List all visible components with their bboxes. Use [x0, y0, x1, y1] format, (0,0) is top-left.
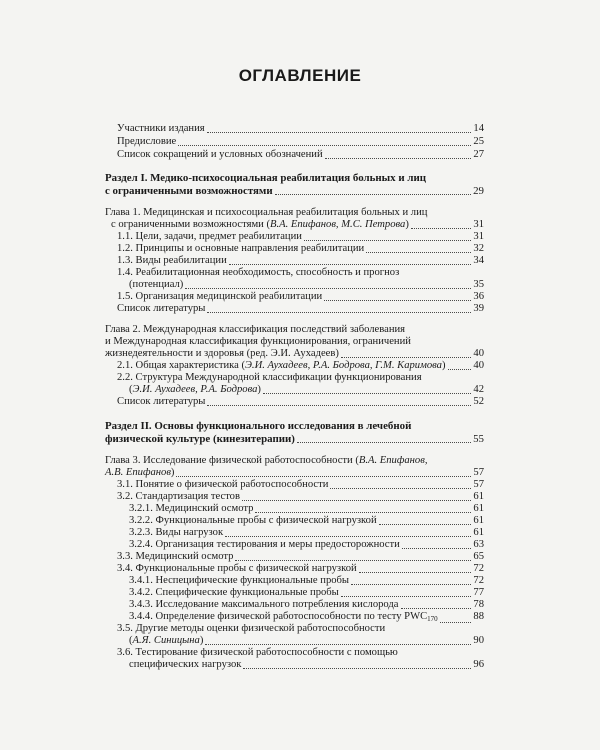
leader-dots	[324, 300, 471, 301]
entry-label: (Э.И. Аухадеев, Р.А. Бодрова)	[129, 384, 261, 395]
section2-heading-line1[interactable]	[105, 420, 484, 432]
toc-entry-1-1[interactable]	[105, 231, 484, 243]
entry-label: (потенциал)	[129, 279, 184, 290]
entry-label: жизнедеятельности и здоровья (ред. Э.И. Аухадеев)	[105, 348, 339, 359]
chapter2-line1[interactable]	[105, 324, 484, 336]
entry-page: 61	[473, 515, 484, 526]
chapter1-line1[interactable]	[105, 207, 484, 219]
entry-label: 2.1. Общая характеристика (Э.И. Аухадеев, Р.А. Бодрова, Г.М. Каримова)	[117, 360, 446, 371]
entry-authors: А.В. Епифанов	[105, 467, 171, 478]
entry-page: 57	[473, 479, 484, 490]
entry-label: Список сокращений и условных обозначений	[117, 149, 323, 160]
leader-dots	[411, 228, 472, 229]
toc-entry-3-1[interactable]	[105, 479, 484, 491]
leader-dots	[297, 442, 471, 443]
chapter1-heading[interactable]	[105, 219, 484, 231]
leader-dots	[207, 405, 471, 406]
entry-page: 72	[473, 563, 484, 574]
entry-label: 2.2. Структура Международной классификации функционирования	[117, 372, 422, 383]
entry-label: Глава 3. Исследование физической работоспособности (В.А. Епифанов,	[105, 455, 428, 466]
toc-entry-3-6-line1[interactable]	[105, 647, 484, 659]
leader-dots	[351, 584, 471, 585]
toc-entry-3-4-3[interactable]	[105, 599, 484, 611]
entry-page: 14	[473, 123, 484, 134]
entry-page: 40	[473, 348, 484, 359]
section1-heading[interactable]	[105, 185, 484, 197]
entry-page: 36	[473, 291, 484, 302]
chapter3-heading[interactable]	[105, 467, 484, 479]
entry-authors: Э.И. Аухадеев, Р.А. Бодрова, Г.М. Каримова	[245, 360, 442, 371]
entry-page: 40	[473, 360, 484, 371]
entry-label: А.В. Епифанов)	[105, 467, 175, 478]
toc-entry-1-3[interactable]	[105, 255, 484, 267]
entry-label: Участники издания	[117, 123, 205, 134]
toc-entry-2-2-line1[interactable]	[105, 372, 484, 384]
entry-label: с ограниченными возможностями	[105, 185, 273, 197]
entry-authors: В.А. Епифанов, М.С. Петрова	[270, 219, 406, 230]
entry-label: 3.2.1. Медицинский осмотр	[129, 503, 254, 514]
entry-authors: А.Я. Синицына	[132, 635, 200, 646]
leader-dots	[255, 512, 471, 513]
entry-page: 61	[473, 491, 484, 502]
entry-label: Предисловие	[117, 136, 177, 147]
entry-label: Глава 1. Медицинская и психосоциальная реабилитация больных и лиц	[105, 207, 428, 218]
toc-entry-2-2[interactable]	[105, 384, 484, 396]
entry-page: 52	[473, 396, 484, 407]
toc-entry-3-4[interactable]	[105, 563, 484, 575]
toc-entry-3-3[interactable]	[105, 551, 484, 563]
toc-entry-participants[interactable]	[105, 123, 484, 135]
leader-dots	[366, 252, 471, 253]
entry-page: 35	[473, 279, 484, 290]
entry-label: 3.4.1. Неспецифические функциональные пробы	[129, 575, 350, 586]
entry-label: 1.4. Реабилитационная необходимость, способность и прогноз	[117, 267, 400, 278]
entry-label: 3.4.4. Определение физической работоспособности по тесту $PWC_{170}$	[129, 611, 438, 623]
entry-page: 61	[473, 503, 484, 514]
entry-label: Список литературы	[117, 396, 206, 407]
entry-label: 3.5. Другие методы оценки физической работоспособности	[117, 623, 386, 634]
leader-dots	[330, 488, 471, 489]
leader-dots	[225, 536, 471, 537]
leader-dots	[325, 158, 472, 159]
toc-entry-1-5[interactable]	[105, 291, 484, 303]
leader-dots	[178, 145, 471, 146]
entry-page: 65	[473, 551, 484, 562]
entry-label: с ограниченными возможностями (В.А. Епифанов, М.С. Петрова)	[111, 219, 409, 230]
entry-label: 1.5. Организация медицинской реабилитации	[117, 291, 323, 302]
toc-entry-ch1-references[interactable]	[105, 303, 484, 315]
entry-label: 3.3. Медицинский осмотр	[117, 551, 234, 562]
leader-dots	[235, 560, 471, 561]
entry-page: 55	[473, 433, 484, 445]
entry-label: 3.4.3. Исследование максимального потребления кислорода	[129, 599, 399, 610]
entry-page: 63	[473, 539, 484, 550]
toc-entry-3-2-3[interactable]	[105, 527, 484, 539]
entry-label: физической культуре (кинезитерапии)	[105, 433, 295, 445]
entry-label: Глава 2. Международная классификация последствий заболевания	[105, 324, 406, 335]
leader-dots	[229, 264, 472, 265]
leader-dots	[448, 369, 472, 370]
leader-dots	[263, 393, 471, 394]
toc-entry-abbreviations[interactable]	[105, 149, 484, 161]
entry-page: 39	[473, 303, 484, 314]
leader-dots	[207, 132, 472, 133]
leader-dots	[401, 608, 472, 609]
leader-dots	[207, 312, 471, 313]
entry-page: 31	[473, 219, 484, 230]
leader-dots	[341, 357, 471, 358]
leader-dots	[205, 644, 471, 645]
chapter3-line1[interactable]	[105, 455, 484, 467]
chapter2-heading[interactable]	[105, 348, 484, 360]
entry-page: 78	[473, 599, 484, 610]
entry-label: 1.2. Принципы и основные направления реабилитации	[117, 243, 365, 254]
toc-entry-1-4-line1[interactable]	[105, 267, 484, 279]
entry-page: 31	[473, 231, 484, 242]
entry-page: 29	[473, 185, 484, 197]
entry-page: 57	[473, 467, 484, 478]
entry-label: 3.4. Функциональные пробы с физической нагрузкой	[117, 563, 357, 574]
entry-page: 32	[473, 243, 484, 254]
entry-page: 25	[473, 136, 484, 147]
entry-label: Раздел II. Основы функционального исследования в лечебной	[105, 420, 412, 432]
leader-dots	[304, 240, 471, 241]
toc-entry-3-5-line1[interactable]	[105, 623, 484, 635]
entry-label: 3.2.4. Организация тестирования и меры предосторожности	[129, 539, 400, 550]
entry-page: 42	[473, 384, 484, 395]
entry-label: 3.1. Понятие о физической работоспособности	[117, 479, 329, 490]
leader-dots	[359, 572, 472, 573]
entry-label: и Международная классификация функционирования, ограничений	[105, 336, 411, 347]
toc-entry-3-2[interactable]	[105, 491, 484, 503]
leader-dots	[176, 476, 471, 477]
entry-page: 27	[473, 149, 484, 160]
toc-entry-2-1[interactable]	[105, 360, 484, 372]
entry-page: 77	[473, 587, 484, 598]
leader-dots	[341, 596, 472, 597]
toc-entry-1-2[interactable]	[105, 243, 484, 255]
entry-label: 3.2.3. Виды нагрузок	[129, 527, 224, 538]
toc-entry-3-4-2[interactable]	[105, 587, 484, 599]
toc-entry-preface[interactable]	[105, 136, 484, 148]
section1-heading-line1[interactable]	[105, 172, 484, 184]
leader-dots	[275, 194, 472, 195]
section2-heading[interactable]	[105, 433, 484, 445]
entry-label: 1.3. Виды реабилитации	[117, 255, 227, 266]
entry-label: 1.1. Цели, задачи, предмет реабилитации	[117, 231, 302, 242]
entry-page: 34	[473, 255, 484, 266]
leader-dots	[243, 668, 471, 669]
pwc-subscript: 170	[427, 615, 438, 623]
entry-page: 61	[473, 527, 484, 538]
entry-label: Список литературы	[117, 303, 206, 314]
entry-page: 96	[473, 659, 484, 670]
entry-label: Раздел I. Медико-психосоциальная реабилитация больных и лиц	[105, 172, 426, 184]
entry-label: 3.2.2. Функциональные пробы с физической нагрузкой	[129, 515, 377, 526]
leader-dots	[379, 524, 472, 525]
entry-label: 3.2. Стандартизация тестов	[117, 491, 240, 502]
entry-page: 88	[473, 611, 484, 622]
toc-entry-3-5[interactable]	[105, 635, 484, 647]
toc-entry-3-2-4[interactable]	[105, 539, 484, 551]
toc-entry-ch2-references[interactable]	[105, 396, 484, 408]
entry-page: 90	[473, 635, 484, 646]
leader-dots	[242, 500, 471, 501]
toc-entry-3-4-1[interactable]	[105, 575, 484, 587]
toc-entry-3-6[interactable]	[105, 659, 484, 671]
leader-dots	[402, 548, 472, 549]
entry-label: 3.6. Тестирование физической работоспособности с помощью	[117, 647, 398, 658]
toc-entry-1-4[interactable]	[105, 279, 484, 291]
toc-entry-3-2-2[interactable]	[105, 515, 484, 527]
entry-label: (А.Я. Синицына)	[129, 635, 204, 646]
entry-page: 72	[473, 575, 484, 586]
leader-dots	[185, 288, 471, 289]
entry-label: специфических нагрузок	[129, 659, 242, 670]
entry-authors: Э.И. Аухадеев, Р.А. Бодрова	[132, 384, 258, 395]
page-title: ОГЛАВЛЕНИЕ	[238, 66, 362, 85]
toc-entry-3-2-1[interactable]	[105, 503, 484, 515]
entry-label: 3.4.2. Специфические функциональные пробы	[129, 587, 339, 598]
chapter2-line2[interactable]	[105, 336, 484, 348]
entry-authors: В.А. Епифанов,	[358, 455, 428, 466]
